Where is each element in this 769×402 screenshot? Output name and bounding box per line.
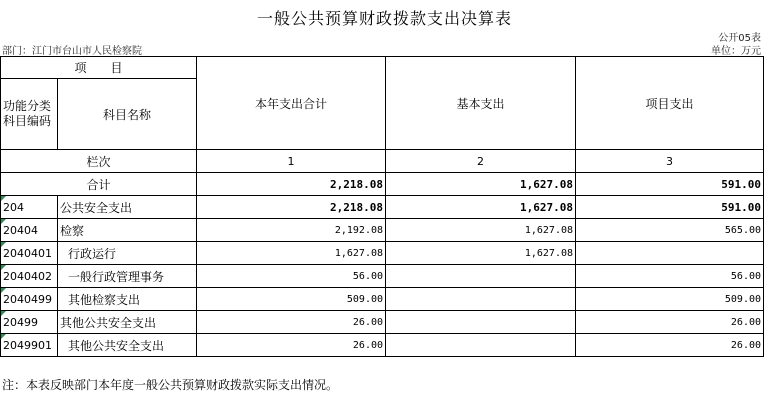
project-cell: [576, 242, 764, 265]
cell-marker-icon: [1, 334, 6, 339]
footnote: 注：本表反映部门本年度一般公共预算财政拨款实际支出情况。: [2, 378, 339, 392]
code-cell: 20404: [1, 219, 58, 242]
cell-marker-icon: [1, 311, 6, 316]
row-index-1: 1: [197, 150, 386, 173]
total-cell: 2,218.08: [197, 196, 386, 219]
name-cell: 其他检察支出: [58, 288, 197, 311]
total-cell: 2,218.08: [197, 173, 386, 196]
code-cell: 204: [1, 196, 58, 219]
row-index-2: 2: [386, 150, 576, 173]
table-row: [1, 219, 764, 242]
project-cell: 26.00: [576, 311, 764, 334]
row-index-3: 3: [576, 150, 764, 173]
basic-cell: [386, 311, 576, 334]
name-cell: 其他公共安全支出: [58, 311, 197, 334]
basic-cell: [386, 265, 576, 288]
basic-cell: 1,627.08: [386, 242, 576, 265]
total-row: [1, 173, 764, 196]
total-cell: 1,627.08: [197, 242, 386, 265]
project-cell: 509.00: [576, 288, 764, 311]
table-row: [1, 265, 764, 288]
project-cell: 591.00: [576, 196, 764, 219]
basic-cell: 1,627.08: [386, 196, 576, 219]
name-cell: 行政运行: [58, 242, 197, 265]
code-cell: 2040401: [1, 242, 58, 265]
cell-marker-icon: [1, 242, 6, 247]
project-cell: 26.00: [576, 334, 764, 357]
col-project-header: 项目支出: [576, 57, 764, 150]
total-label: 合计: [1, 173, 197, 196]
cell-marker-icon: [1, 196, 6, 201]
item-group-header: 项 目: [1, 57, 197, 79]
col-basic-header: 基本支出: [386, 57, 576, 150]
total-cell: 26.00: [197, 311, 386, 334]
code-cell: 2040499: [1, 288, 58, 311]
name-cell: 一般行政管理事务: [58, 265, 197, 288]
cell-marker-icon: [1, 265, 6, 270]
form-number: 公开05表: [718, 33, 761, 44]
table-row: [1, 288, 764, 311]
table-row: [1, 242, 764, 265]
code-header: 功能分类科目编码: [1, 79, 58, 150]
basic-cell: [386, 288, 576, 311]
unit-label: 单位：万元: [711, 46, 761, 57]
code-cell: 20499: [1, 311, 58, 334]
department-label: 部门：江门市台山市人民检察院: [2, 46, 142, 57]
total-cell: 26.00: [197, 334, 386, 357]
cell-marker-icon: [1, 288, 6, 293]
row-index-label: 栏次: [1, 150, 197, 173]
col-total-header: 本年支出合计: [197, 57, 386, 150]
project-cell: 591.00: [576, 173, 764, 196]
project-cell: 565.00: [576, 219, 764, 242]
table-row: [1, 334, 764, 357]
basic-cell: 1,627.08: [386, 173, 576, 196]
total-cell: 2,192.08: [197, 219, 386, 242]
page-title: 一般公共预算财政拨款支出决算表: [256, 9, 512, 28]
name-cell: 公共安全支出: [58, 196, 197, 219]
total-cell: 56.00: [197, 265, 386, 288]
basic-cell: 1,627.08: [386, 219, 576, 242]
name-cell: 其他公共安全支出: [58, 334, 197, 357]
basic-cell: [386, 334, 576, 357]
code-cell: 2040402: [1, 265, 58, 288]
code-cell: 2049901: [1, 334, 58, 357]
expenditure-table: [0, 56, 764, 357]
table-row: [1, 196, 764, 219]
total-cell: 509.00: [197, 288, 386, 311]
name-header: 科目名称: [58, 79, 197, 150]
name-cell: 检察: [58, 219, 197, 242]
table-row: [1, 311, 764, 334]
cell-marker-icon: [1, 219, 6, 224]
project-cell: 56.00: [576, 265, 764, 288]
